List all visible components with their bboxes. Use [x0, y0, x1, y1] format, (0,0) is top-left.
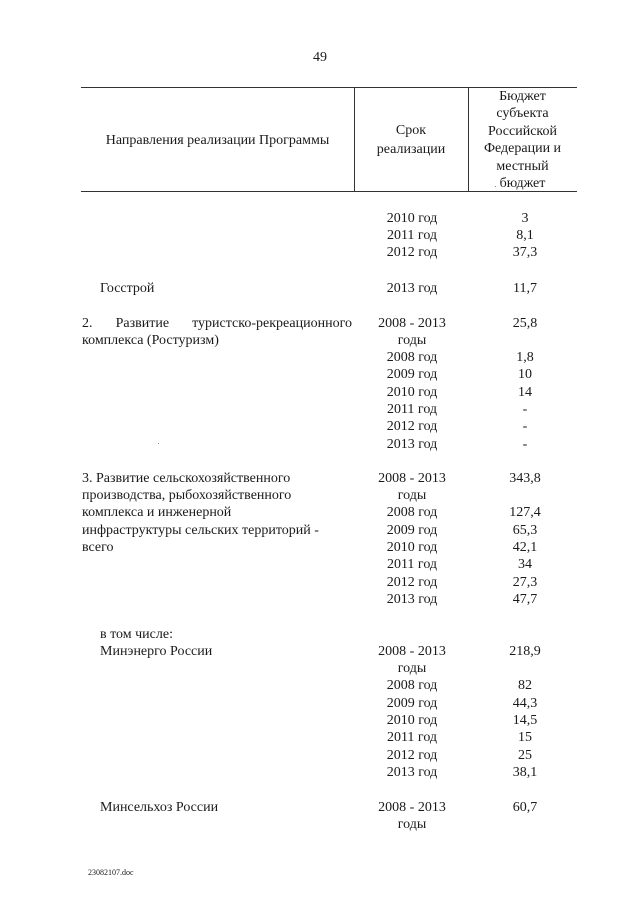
term-cell: годы [397, 817, 427, 832]
term-cell: 2008 год [386, 350, 438, 365]
term-cell: 2010 год [386, 713, 438, 728]
budget-cell: 65,3 [512, 523, 538, 538]
scan-speck [158, 443, 159, 444]
term-cell: 2013 год [386, 437, 438, 452]
budget-cell: - [522, 437, 528, 452]
term-cell: 2011 год [386, 730, 438, 745]
term-cell: 2012 год [386, 575, 438, 590]
term-cell: 2009 год [386, 696, 438, 711]
budget-cell: 60,7 [512, 800, 538, 815]
row-label: комплекса и инженерной [82, 505, 232, 520]
budget-cell: 42,1 [512, 540, 538, 555]
including-label: в том числе: [100, 627, 173, 642]
budget-cell: 82 [518, 678, 532, 693]
budget-cell: 37,3 [512, 245, 538, 260]
term-cell: годы [397, 488, 427, 503]
term-cell: 2011 год [386, 557, 438, 572]
row-label: комплекса (Ростуризм) [82, 333, 219, 348]
budget-cell: - [522, 419, 528, 434]
doc-filename: 23082107.doc [88, 868, 134, 877]
row-label: Минсельхоз России [100, 800, 219, 815]
term-cell: 2010 год [386, 385, 438, 400]
term-cell: 2009 год [386, 367, 438, 382]
term-cell: 2009 год [386, 523, 438, 538]
header-budget: Бюджет субъекта Российской Федерации и местный бюджет [483, 89, 562, 192]
term-cell: 2010 год [386, 540, 438, 555]
term-cell: 2008 год [386, 505, 438, 520]
term-cell: годы [397, 661, 427, 676]
term-cell: 2011 год [386, 402, 438, 417]
page-number: 49 [313, 50, 327, 65]
budget-cell: 38,1 [512, 765, 538, 780]
budget-cell: 14 [518, 385, 532, 400]
scan-speck [495, 186, 496, 187]
row-label: 3. Развитие сельскохозяйственного [82, 471, 291, 486]
term-cell: 2012 год [386, 748, 438, 763]
header-term: Срок реализации [376, 123, 446, 157]
row-label: инфраструктуры сельских территорий - [82, 523, 319, 538]
row-label: Госстрой [100, 281, 155, 296]
term-cell: 2008 - 2013 [378, 316, 446, 331]
term-cell: годы [397, 333, 427, 348]
term-cell: 2008 - 2013 [378, 644, 446, 659]
budget-cell: 25,8 [512, 316, 538, 331]
term-cell: 2012 год [386, 245, 438, 260]
budget-cell: 1,8 [516, 350, 534, 365]
header-directions: Направления реализации Программы [105, 133, 330, 148]
budget-cell: 343,8 [509, 471, 541, 486]
budget-cell: 10 [518, 367, 532, 382]
term-cell: 2013 год [386, 592, 438, 607]
budget-cell: 14,5 [512, 713, 538, 728]
budget-cell: 127,4 [509, 505, 541, 520]
budget-cell: 27,3 [512, 575, 538, 590]
budget-cell: 11,7 [513, 281, 537, 296]
budget-cell: 25 [518, 748, 532, 763]
term-cell: 2008 год [386, 678, 438, 693]
budget-cell: 47,7 [512, 592, 538, 607]
term-cell: 2008 - 2013 [378, 471, 446, 486]
budget-cell: 8,1 [516, 228, 534, 243]
term-cell: 2012 год [386, 419, 438, 434]
budget-cell: 34 [518, 557, 532, 572]
row-label: всего [82, 540, 114, 555]
row-label: 2. Развитие туристско-рекреационного [82, 316, 352, 331]
row-label: Минэнерго России [100, 644, 213, 659]
budget-cell: - [522, 402, 528, 417]
budget-cell: 218,9 [509, 644, 541, 659]
budget-cell: 15 [518, 730, 532, 745]
budget-cell: 3 [521, 211, 529, 226]
term-cell: 2013 год [386, 281, 438, 296]
term-cell: 2013 год [386, 765, 438, 780]
term-cell: 2008 - 2013 [378, 800, 446, 815]
term-cell: 2011 год [386, 228, 438, 243]
row-label: производства, рыбохозяйственного [82, 488, 292, 503]
term-cell: 2010 год [386, 211, 438, 226]
budget-cell: 44,3 [512, 696, 538, 711]
